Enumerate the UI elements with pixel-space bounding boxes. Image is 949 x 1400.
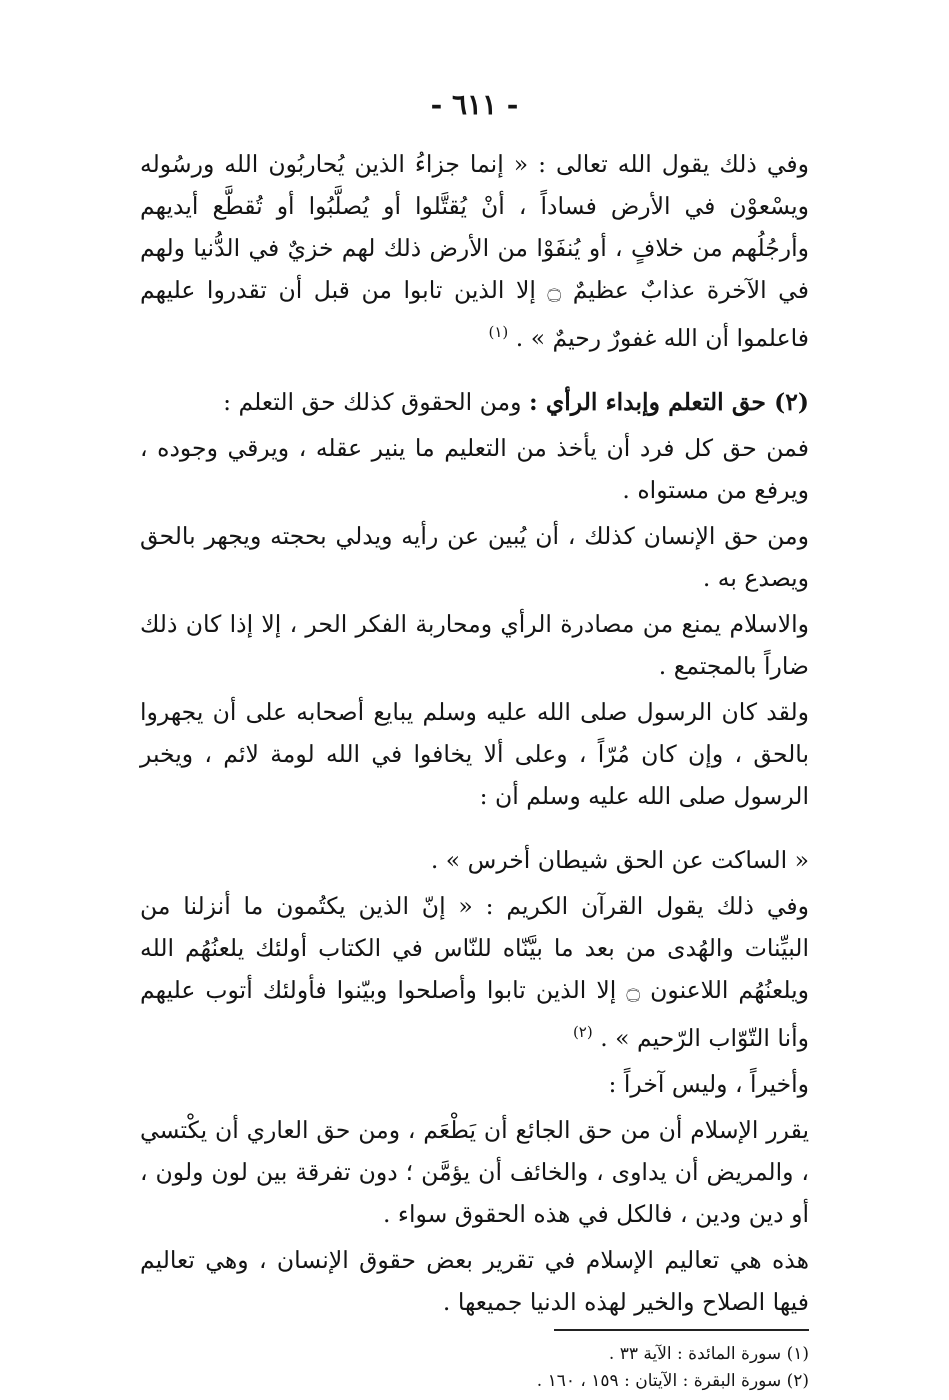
section-heading-paragraph <box>140 381 809 423</box>
paragraph-basic-needs: يقرر الإسلام أن من حق الجائع أن يَطْعَم ، ومن حق العاري أن يكْتسي ، والمريض أن يداوى ، والخائف أن يؤمَّن ؛ دون تفرقة بين لون ولون ، أو دين ودين ، فالكل في هذه الحقوق سواء . <box>140 1115 809 1228</box>
footnote-ref-1: (١) <box>488 323 509 341</box>
paragraph-right-to-opinion: ومن حق الإنسان كذلك ، أن يُبين عن رأيه ويدلي بحجته ويجهر بالحق ويصدع به . <box>140 521 809 592</box>
paragraph-conclusion: هذه هي تعاليم الإسلام في تقرير بعض حقوق الإنسان ، وهي تعاليم فيها الصلاح والخير لهذه الدنيا جميعها . <box>140 1245 809 1316</box>
paragraph-right-to-learn: فمن حق كل فرد أن يأخذ من التعليم ما ينير عقله ، ويرقي وجوده ، ويرفع من مستواه . <box>140 433 809 504</box>
footnote-ref-2: (٢) <box>572 1022 593 1041</box>
page-number: - ٦١١ - <box>430 88 519 121</box>
footnote-divider <box>554 1329 809 1331</box>
footnote-1: (١) سورة المائدة : الآية ٣٣ . <box>608 1343 809 1364</box>
section-intro-text: ومن الحقوق كذلك حق التعلم : <box>223 387 522 416</box>
paragraph-text: وفي ذلك يقول القرآن الكريم : « إنّ الذين يكتُمون ما أنزلنا من البيِّنات والهُدى من بعد ما بيَّنّاه للنّاس في الكتاب أولئك يلعنُهُم الله ويلعنُهُم اللاعنون ۝ إلا الذين تابوا وأصلحوا وبيّنوا فأولئك أتوب عليهم وأنا التّوّاب الرّحيم » . <box>140 891 810 1052</box>
paragraph-islam-prohibits: والاسلام يمنع من مصادرة الرأي ومحاربة الفكر الحر ، إلا إذا كان ذلك ضاراً بالمجتمع . <box>140 609 809 680</box>
paragraph-text: وفي ذلك يقول الله تعالى : « إنما جزاءُ الذين يُحاربُون الله ورسُوله ويسْعوْن في الأرض فساداً ، أنْ يُقتَّلوا أو يُصلَّبُوا أو تُقطَّع أيديهم وأرجُلُهم من خلافٍ ، أو يُنفَوْا من الأرض ذلك لهم خزيٌ في الدُّنيا ولهم في الآخرة عذابٌ عظيمٌ ۝ إلا الذين تابوا من قبل أن تقدروا عليهم فاعلموا أن الله غفورٌ رحيمٌ » . <box>140 150 809 352</box>
paragraph-prophet-pledge: ولقد كان الرسول صلى الله عليه وسلم يبايع أصحابه على أن يجهروا بالحق ، وإن كان مُرّاً ، وعلى ألا يخافوا في الله لومة لائم ، ويخبر الرسول صلى الله عليه وسلم أن : <box>140 697 809 810</box>
paragraph-hadith-quote: « الساكت عن الحق شيطان أخرس » . <box>430 845 809 874</box>
paragraph-verse-hirabah <box>140 143 809 359</box>
section-heading: (٢) حق التعلم وإبداء الرأي : <box>528 387 809 416</box>
paragraph-finally: وأخيراً ، وليس آخراً : <box>608 1069 809 1098</box>
paragraph-verse-concealment <box>140 885 809 1059</box>
footnote-2: (٢) سورة البقرة : الآيتان : ١٥٩ ، ١٦٠ . <box>536 1370 809 1391</box>
